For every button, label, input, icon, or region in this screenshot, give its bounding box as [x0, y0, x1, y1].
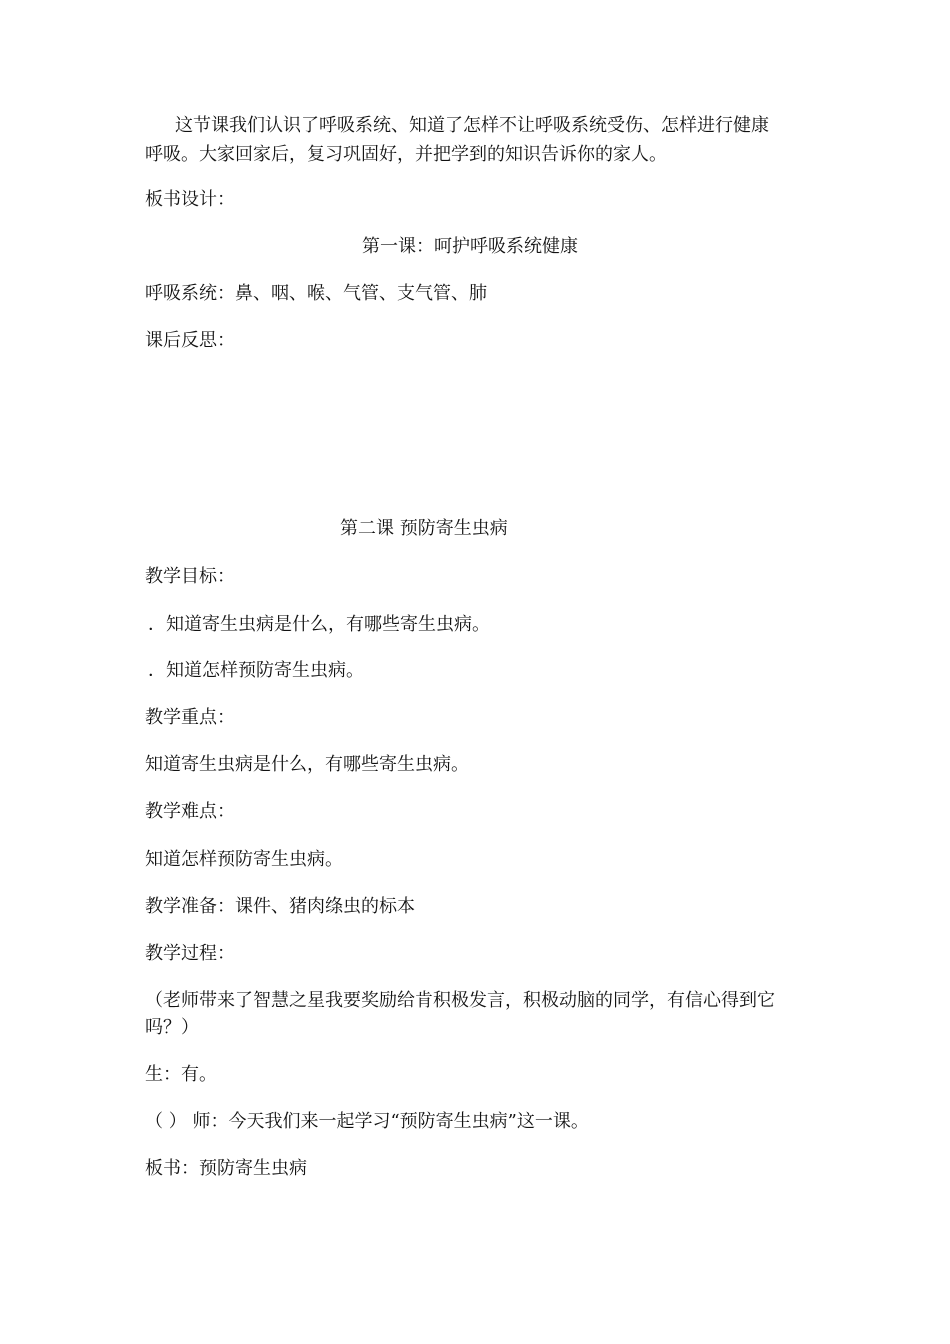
goals-label: 教学目标：: [145, 566, 235, 587]
summary-line-2: 呼吸。大家回家后，复习巩固好，并把学到的知识告诉你的家人。: [145, 144, 667, 165]
key-points-label: 教学重点：: [145, 707, 235, 728]
goal-item-1: ．知道寄生虫病是什么，有哪些寄生虫病。: [148, 614, 490, 635]
teacher-line: （ ） 师：今天我们来一起学习“预防寄生虫病”这一课。: [145, 1111, 589, 1132]
reflection-label: 课后反思：: [145, 330, 235, 351]
process-line-2: 吗？）: [145, 1017, 199, 1038]
board-title: 第一课：呵护呼吸系统健康: [362, 236, 578, 257]
difficulties-label: 教学难点：: [145, 801, 235, 822]
respiratory-system-line: 呼吸系统：鼻、咽、喉、气管、支气管、肺: [145, 283, 487, 304]
preparation-text: 教学准备：课件、猪肉绦虫的标本: [145, 896, 415, 917]
summary-line-1: 这节课我们认识了呼吸系统、知道了怎样不让呼吸系统受伤、怎样进行健康: [175, 115, 769, 136]
board-design-label: 板书设计：: [145, 189, 235, 210]
student-reply: 生：有。: [145, 1064, 217, 1085]
key-points-text: 知道寄生虫病是什么，有哪些寄生虫病。: [145, 754, 469, 775]
process-label: 教学过程：: [145, 943, 235, 964]
lesson2-title: 第二课 预防寄生虫病: [340, 518, 508, 539]
process-line-1: （老师带来了智慧之星我要奖励给肯积极发言，积极动脑的同学，有信心得到它: [145, 990, 775, 1011]
difficulties-text: 知道怎样预防寄生虫病。: [145, 849, 343, 870]
board-writing: 板书：预防寄生虫病: [145, 1158, 307, 1179]
goal-item-2: ．知道怎样预防寄生虫病。: [148, 660, 364, 681]
